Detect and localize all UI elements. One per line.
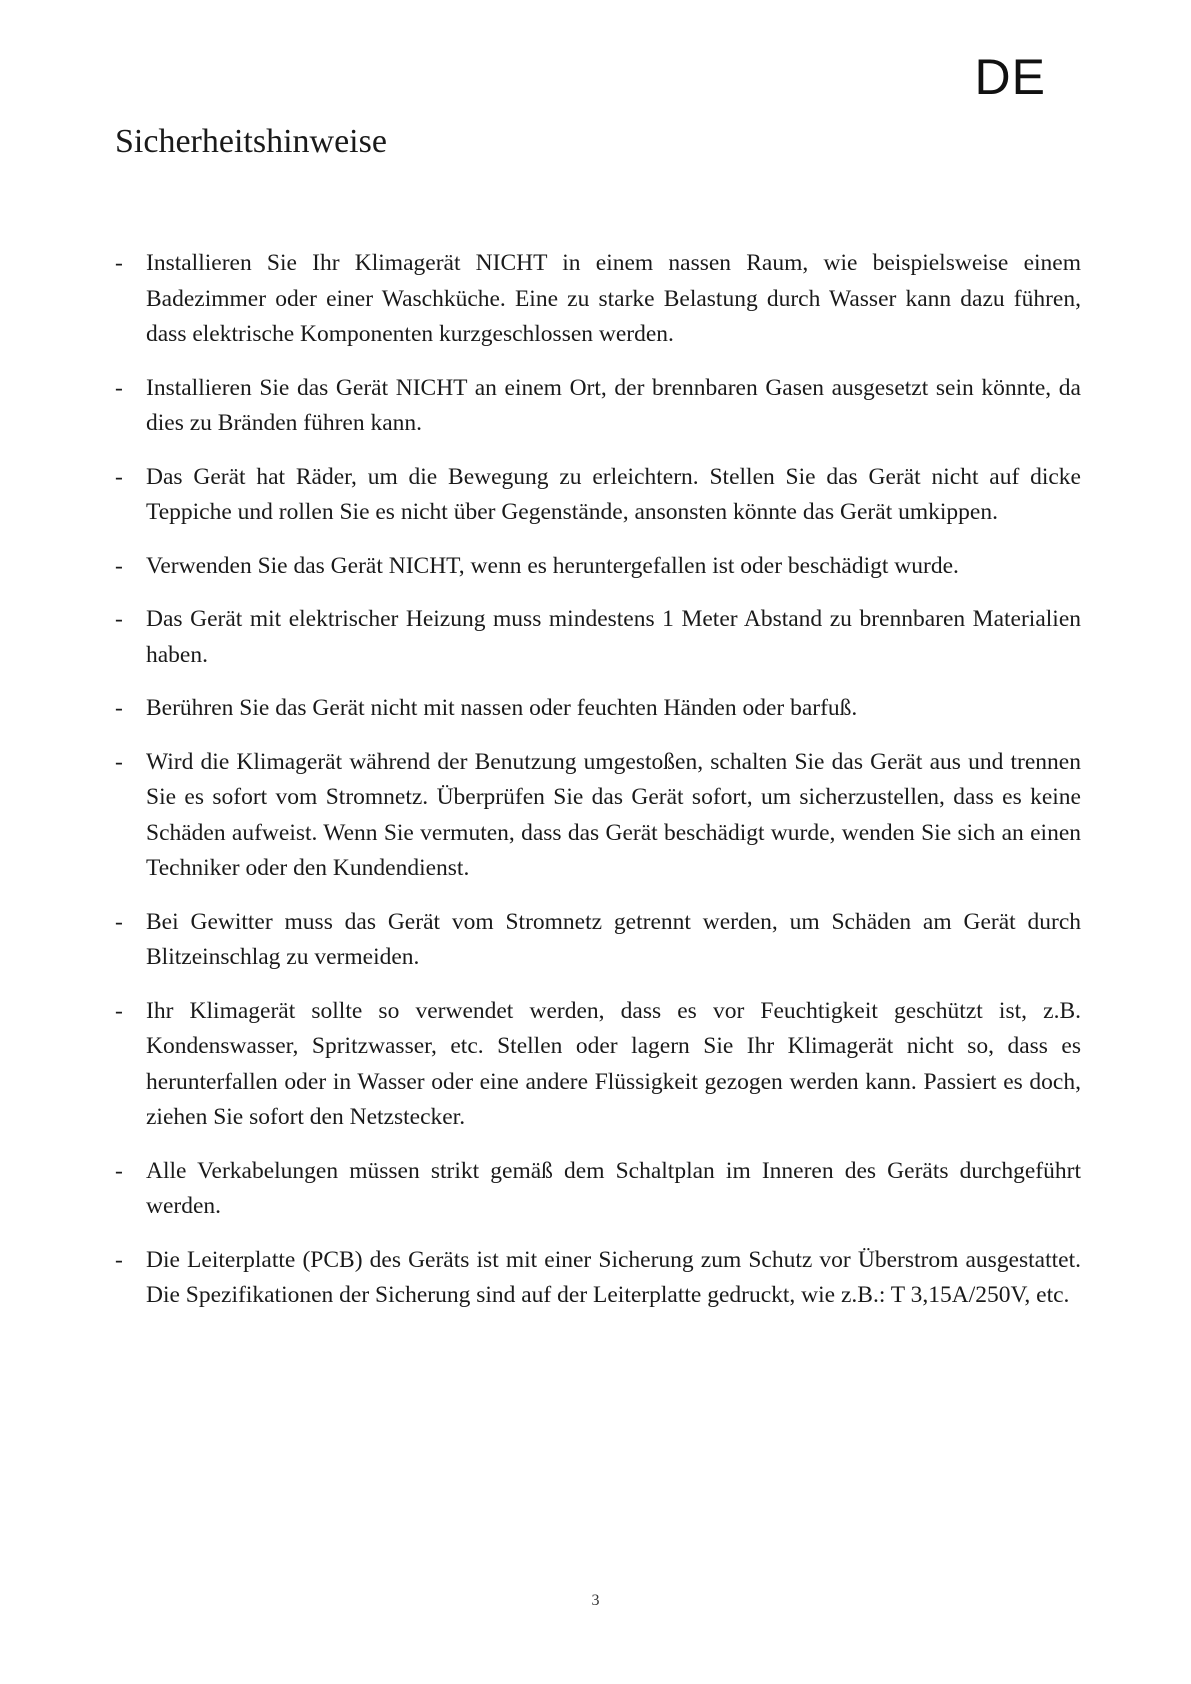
list-dash: -: [115, 552, 123, 579]
list-dash: -: [115, 463, 123, 490]
list-dash: -: [115, 997, 123, 1024]
list-dash: -: [115, 250, 123, 276]
notice-text: Wird die Klimagerät während der Benutzung umgestoßen, schalten Sie das Gerät aus und trennen Sie es sofort vom Stromnetz. Überprüfen Sie das Gerät sofort, um sicherzustellen, dass es keine Schäden aufweist. Wenn Sie vermuten, dass das Gerät beschädigt wurde, wenden Sie sich an einen Techniker oder den Kundendienst.: [146, 748, 1081, 881]
notice-text: Ihr Klimagerät sollte so verwendet werden, dass es vor Feuchtigkeit geschützt ist, z.B. Kondenswasser, Spritzwasser, etc. Stellen oder lagern Sie Ihr Klimagerät nicht so, dass es herunterfallen oder in Wasser oder eine andere Flüssigkeit gezogen werden kann. Passiert es doch, ziehen Sie sofort den Netzstecker.: [146, 997, 1081, 1130]
notice-item: [115, 994, 1081, 1136]
notice-item: [115, 1243, 1081, 1314]
notice-text: Bei Gewitter muss das Gerät vom Stromnetz getrennt werden, um Schäden am Gerät durch Blitzeinschlag zu vermeiden.: [146, 908, 1081, 970]
notice-item: [115, 549, 1081, 585]
safety-notice-list: [115, 246, 1081, 1332]
notice-item: [115, 905, 1081, 976]
notice-item: [115, 745, 1081, 887]
notice-text: Das Gerät hat Räder, um die Bewegung zu erleichtern. Stellen Sie das Gerät nicht auf dicke Teppiche und rollen Sie es nicht über Gegenstände, ansonsten könnte das Gerät umkippen.: [146, 463, 1081, 525]
notice-text: Das Gerät mit elektrischer Heizung muss mindestens 1 Meter Abstand zu brennbaren Materialien haben.: [146, 606, 1081, 668]
page-title: Sicherheitshinweise: [115, 123, 387, 160]
list-dash: -: [115, 1157, 123, 1184]
notice-text: Installieren Sie Ihr Klimagerät NICHT in einem nassen Raum, wie beispielsweise einem Badezimmer oder einer Waschküche. Eine zu starke Belastung durch Wasser kann dazu führen, dass elektrische Komponenten kurzgeschlossen werden.: [146, 250, 1081, 347]
notice-text: Installieren Sie das Gerät NICHT an einem Ort, der brennbaren Gasen ausgesetzt sein könnte, da dies zu Bränden führen kann.: [146, 374, 1081, 436]
notice-item: [115, 691, 1081, 727]
list-dash: -: [115, 695, 123, 721]
list-dash: -: [115, 606, 123, 632]
list-dash: -: [115, 748, 123, 775]
notice-text: Alle Verkabelungen müssen strikt gemäß dem Schaltplan im Inneren des Geräts durchgeführt werden.: [146, 1157, 1081, 1219]
notice-item: [115, 1154, 1081, 1225]
language-code: DE: [974, 49, 1046, 105]
notice-text: Verwenden Sie das Gerät NICHT, wenn es heruntergefallen ist oder beschädigt wurde.: [146, 552, 959, 579]
notice-item: [115, 246, 1081, 353]
notice-item: [115, 602, 1081, 673]
list-dash: -: [115, 908, 123, 935]
notice-item: [115, 371, 1081, 442]
notice-text: Die Leiterplatte (PCB) des Geräts ist mit einer Sicherung zum Schutz vor Überstrom ausgestattet. Die Spezifikationen der Sicherung sind auf der Leiterplatte gedruckt, wie z.B.: T 3,15A/250V, etc.: [146, 1246, 1081, 1308]
page-number: 3: [591, 1592, 600, 1609]
list-dash: -: [115, 374, 123, 401]
notice-text: Berühren Sie das Gerät nicht mit nassen oder feuchten Händen oder barfuß.: [146, 695, 858, 721]
list-dash: -: [115, 1246, 123, 1273]
notice-item: [115, 460, 1081, 531]
